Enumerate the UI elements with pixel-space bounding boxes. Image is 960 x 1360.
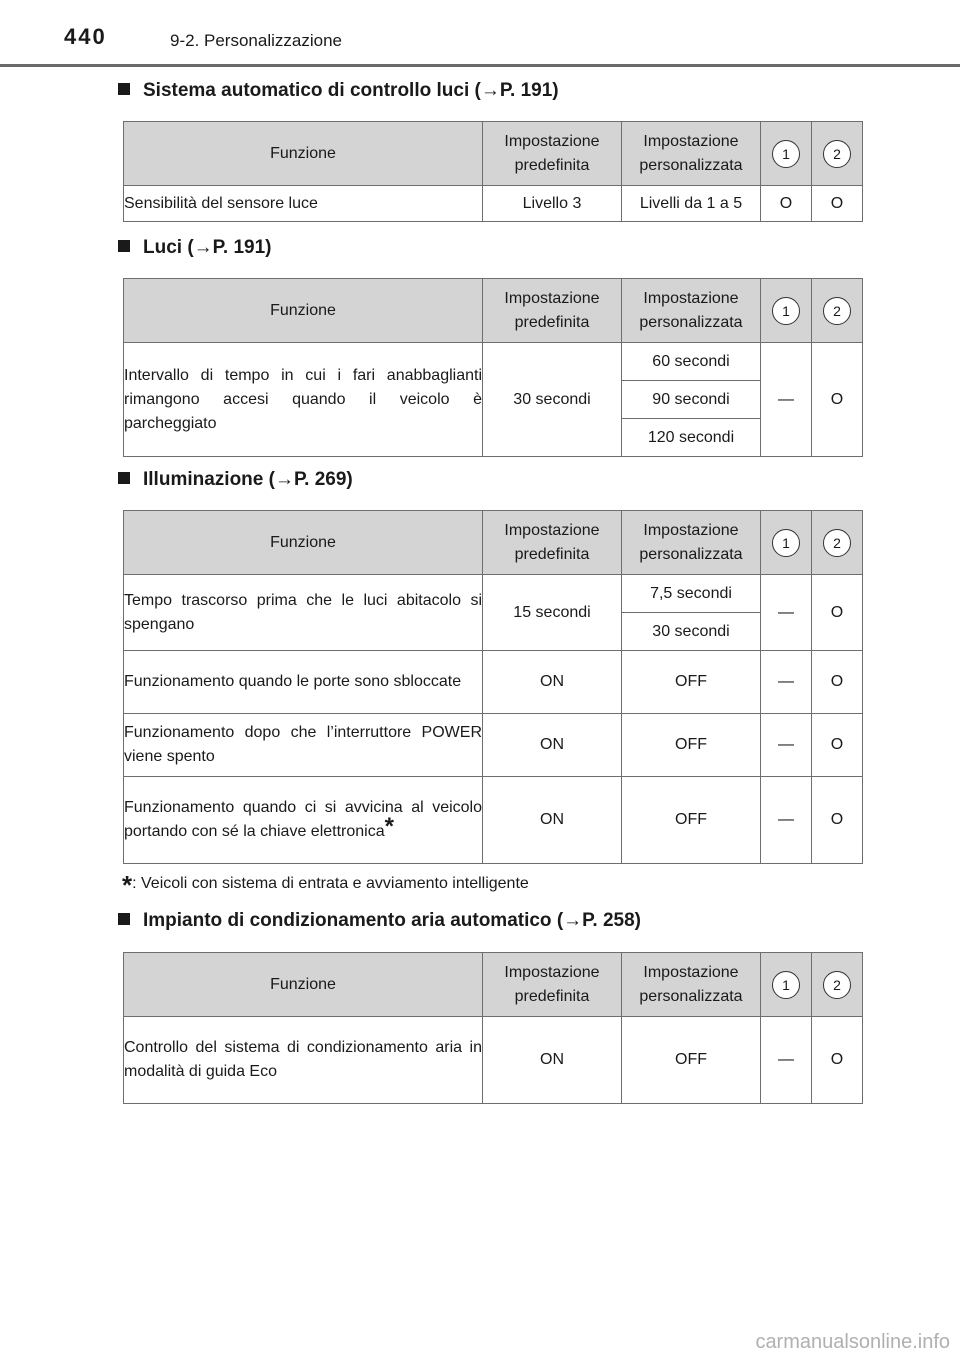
arrow-right-icon: → (193, 237, 213, 258)
number-two-circle-icon: 2 (823, 297, 851, 325)
custom-cell: OFF (622, 714, 761, 777)
default-cell: ON (483, 714, 622, 777)
table-header-row (124, 122, 863, 186)
header-custom: Impostazione personalizzata (622, 122, 761, 186)
number-one-circle-icon: 1 (772, 297, 800, 325)
number-two-circle-icon: 2 (823, 971, 851, 999)
header-col2 (812, 511, 863, 575)
footnote-asterisk: * (384, 813, 394, 840)
header-col1 (761, 279, 812, 343)
number-one-circle-icon: 1 (772, 140, 800, 168)
option-1-cell: — (761, 714, 812, 777)
heading-text: Sistema automatico di controllo luci ( (143, 80, 481, 101)
custom-cell: 60 secondi (622, 343, 761, 381)
option-1-cell: — (761, 1017, 812, 1104)
number-one-circle-icon: 1 (772, 529, 800, 557)
page-ref-link[interactable]: P. 191) (212, 237, 272, 258)
heading-text: Illuminazione ( (143, 469, 275, 490)
square-bullet-icon (118, 83, 130, 95)
custom-cell: OFF (622, 777, 761, 864)
table-row (124, 343, 863, 381)
number-two-circle-icon: 2 (823, 140, 851, 168)
square-bullet-icon (118, 472, 130, 484)
header-default: Impostazione predefinita (483, 122, 622, 186)
table-row (124, 575, 863, 613)
header-function: Funzione (124, 279, 483, 343)
function-cell: Controllo del sistema di condizionamento aria in modalità di guida Eco (124, 1017, 483, 1104)
option-2-cell: O (812, 575, 863, 651)
page-ref-link[interactable]: P. 191) (499, 80, 559, 101)
option-2-cell: O (812, 1017, 863, 1104)
settings-table-illumination (123, 510, 863, 864)
heading-text: Luci ( (143, 237, 194, 258)
option-2-cell: O (812, 714, 863, 777)
settings-table-light-control (123, 121, 863, 222)
custom-cell: Livelli da 1 a 5 (622, 186, 761, 222)
header-custom: Impostazione personalizzata (622, 279, 761, 343)
custom-cell: 90 secondi (622, 381, 761, 419)
custom-cell: 7,5 secondi (622, 575, 761, 613)
header-default: Impostazione predefinita (483, 511, 622, 575)
section-heading-climate-control (118, 910, 641, 932)
option-2-cell: O (812, 777, 863, 864)
settings-table-lights (123, 278, 863, 457)
custom-cell: 30 secondi (622, 613, 761, 651)
number-two-circle-icon: 2 (823, 529, 851, 557)
square-bullet-icon (118, 913, 130, 925)
settings-table-climate-control (123, 952, 863, 1104)
footnote-text: : Veicoli con sistema di entrata e avviamento intelligente (132, 875, 529, 892)
default-cell: ON (483, 777, 622, 864)
arrow-right-icon: → (480, 80, 500, 101)
arrow-right-icon: → (563, 910, 583, 931)
header-col1 (761, 122, 812, 186)
option-1-cell: — (761, 651, 812, 714)
header-default: Impostazione predefinita (483, 953, 622, 1017)
default-cell: ON (483, 1017, 622, 1104)
section-heading-light-control (118, 80, 559, 102)
header-function: Funzione (124, 511, 483, 575)
function-cell: Intervallo di tempo in cui i fari anabbaglianti rimangono accesi quando il veicolo è parcheggiato (124, 343, 483, 457)
section-heading-illumination (118, 469, 353, 491)
custom-cell: OFF (622, 1017, 761, 1104)
table-row (124, 186, 863, 222)
function-cell: Funzionamento quando le porte sono sbloccate (124, 651, 483, 714)
option-2-cell: O (812, 186, 863, 222)
default-cell: 15 secondi (483, 575, 622, 651)
option-1-cell: — (761, 777, 812, 864)
table-header-row (124, 279, 863, 343)
header-col1 (761, 511, 812, 575)
default-cell: ON (483, 651, 622, 714)
square-bullet-icon (118, 240, 130, 252)
option-2-cell: O (812, 651, 863, 714)
heading-text: Impianto di condizionamento aria automatico ( (143, 910, 564, 931)
footnote (122, 870, 529, 900)
header-rule (0, 64, 960, 67)
option-1-cell: — (761, 575, 812, 651)
header-col2 (812, 122, 863, 186)
function-cell: Funzionamento dopo che l’interruttore POWER viene spento (124, 714, 483, 777)
section-heading-lights (118, 237, 271, 259)
header-col2 (812, 953, 863, 1017)
table-row (124, 651, 863, 714)
default-cell: 30 secondi (483, 343, 622, 457)
header-default: Impostazione predefinita (483, 279, 622, 343)
header-col2 (812, 279, 863, 343)
page-number: 440 (64, 24, 107, 49)
option-2-cell: O (812, 343, 863, 457)
table-header-row (124, 953, 863, 1017)
function-cell: Sensibilità del sensore luce (124, 186, 483, 222)
header-function: Funzione (124, 122, 483, 186)
option-1-cell: O (761, 186, 812, 222)
page-header (0, 0, 960, 66)
footnote-asterisk: * (122, 870, 133, 900)
custom-cell: 120 secondi (622, 419, 761, 457)
header-function: Funzione (124, 953, 483, 1017)
arrow-right-icon: → (274, 469, 294, 490)
table-row (124, 777, 863, 864)
function-cell: Tempo trascorso prima che le luci abitacolo si spengano (124, 575, 483, 651)
section-title: 9-2. Personalizzazione (170, 31, 342, 50)
table-header-row (124, 511, 863, 575)
header-custom: Impostazione personalizzata (622, 953, 761, 1017)
custom-cell: OFF (622, 651, 761, 714)
header-custom: Impostazione personalizzata (622, 511, 761, 575)
header-col1 (761, 953, 812, 1017)
table-row (124, 1017, 863, 1104)
default-cell: Livello 3 (483, 186, 622, 222)
number-one-circle-icon: 1 (772, 971, 800, 999)
watermark-text: carmanualsonline.info (755, 1331, 950, 1353)
table-row (124, 714, 863, 777)
option-1-cell: — (761, 343, 812, 457)
page-ref-link[interactable]: P. 258) (582, 910, 641, 931)
function-cell: Funzionamento quando ci si avvicina al veicolo portando con sé la chiave elettronica* (124, 777, 483, 864)
page-ref-link[interactable]: P. 269) (293, 469, 353, 490)
